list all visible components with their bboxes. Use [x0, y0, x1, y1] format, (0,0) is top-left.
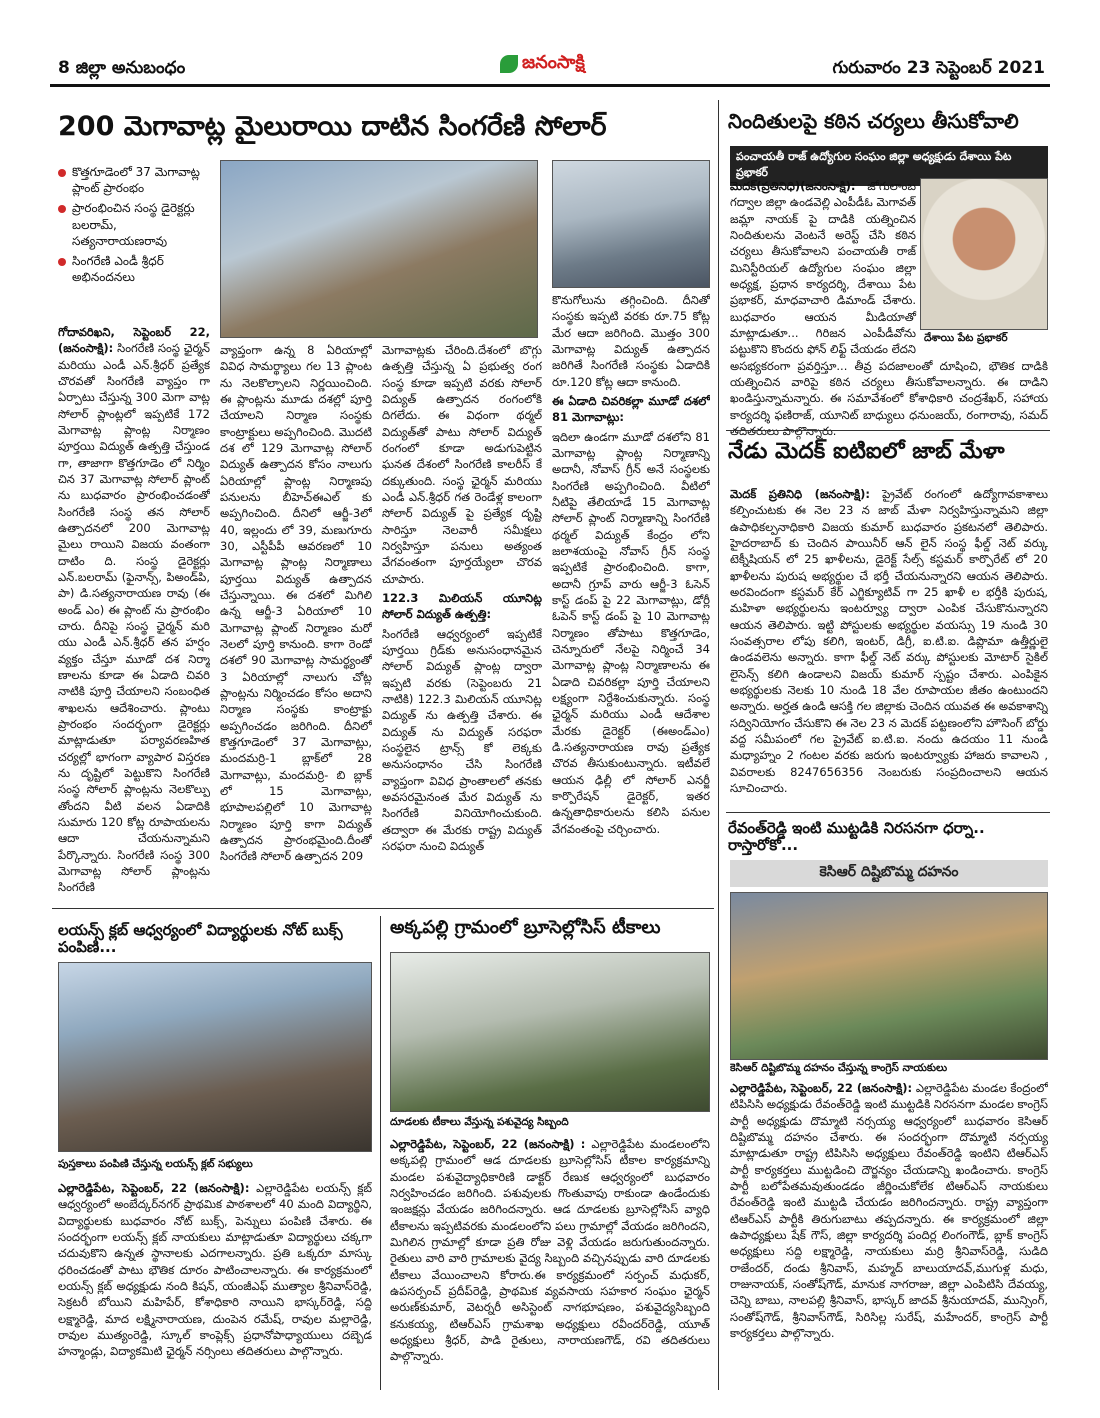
portrait-caption: దేశాయి పేట ప్రభాకర్	[924, 332, 1008, 344]
solar-subhead-2: ఈ ఏడాది చివరికల్లా మూడో దశలో 81 మెగావాట్లు:	[552, 393, 710, 425]
lions-headline: లయన్స్ క్లబ్ ఆధ్వర్యంలో విద్యార్థులకు నోట్ బుక్స్ పంపిణి...	[58, 921, 343, 956]
lions-text: ఎల్లారెడ్డిపేట లయన్స్ క్లబ్ ఆధ్వర్యంలో అంబేద్కర్‌నగర్ ప్రాథమిక పాఠశాలలో 40 మంది విద్యార్థిని, విద్యార్థులకు బుధవారం నోట్ బుక్స్, పెన్నులు పంపిణి చేశారు. ఈ సందర్భంగా లయన్స్ క్లబ్ నాయకులు మాట్లాడుతూ విద్యార్థులు చక్కగా చదువుకొని ఉన్నత స్థానాలకు ఎదగాలన్నారు. ప్రతి ఒక్కరూ మాస్కు ధరించడంతో పాటు భౌతిక దూరం పాటించాలన్నారు. ఈ కార్యక్రమంలో లయన్స్ క్లబ్ అధ్యక్షుడు నంది కిషన్, యంజీఎఫ్ ముత్యాల శ్రీనివాస్‌రెడ్డి, సెక్రటరీ బోయిని మహిపేర్, కోశాధికారి నాయిని భాస్కర్‌రెడ్డి, సద్ది లక్ష్మారెడ్డి, మాద లక్ష్మినారాయణ, దుంపెన రమేష్, రావుల మల్లారెడ్డి, రావుల ముత్యంరెడ్డి, స్కూల్ కాంప్లెక్స్ ప్రధానోపాధ్యాయులు దబ్బెడ హన్మాండ్లు, విద్యాకమిటి ఛైర్మన్ నర్సింలు తదితరులు పాల్గొన్నారు.	[58, 1181, 372, 1359]
revanth-dateline: ఎల్లారెడ్డిపేట, సెప్టెంబర్, 22 (జనంసాక్షి):	[730, 1081, 913, 1095]
revanth-body	[730, 1080, 1048, 1390]
vaccination-photo	[390, 952, 710, 1112]
masthead-title: జనంసాక్షి	[522, 51, 585, 73]
page-date: గురువారం 23 సెప్టెంబర్ 2021	[832, 58, 1045, 78]
akkapalli-body	[390, 1136, 710, 1390]
jobmela-dateline: మెదక్ ప్రతినిధి (జనంసాక్షి):	[730, 487, 870, 501]
solar-bullet: కొత్తగూడెంలో 37 మెగావాట్ల ప్లాంట్ ప్రారంభం	[58, 164, 208, 196]
lions-photo-caption: పుస్తకాలు పంపిణి చేస్తున్న లయన్స్ క్లబ్ సభ్యులు	[58, 1158, 253, 1170]
lions-body	[58, 1180, 372, 1390]
section-divider	[726, 812, 1050, 813]
solar-headline: 200 మెగావాట్ల మైలురాయి దాటిన సింగరేణి సోలార్	[58, 111, 607, 142]
solar-col3b-text: సింగరేణి ఆధ్వర్యంలో ఇప్పటికే పూర్తయి గ్రిడ్‌కు అనుసంధానమైన సోలార్ విద్యుత్ ప్లాంట్ల ద్వారా ఇప్పటి వరకు (సెప్టెంబరు 21 నాటికి) 122.3 మిలియన్ యూనిట్ల విద్యుత్ ను ఉత్పత్తి చేశారు. ఈ విద్యుత్ ను విద్యుత్ సరఫరా సంస్థలైన ట్రాన్స్ కో లెక్కకు అనుసంధానం చేసి సింగరేణి వ్యాప్తంగా వివిధ ప్రాంతాలలో తనకు అవసరమైనంత మేర విద్యుత్ ను సింగరేణి వినియోగించుకుంది. తద్వారా ఈ మేరకు రాష్ట్ర విద్యుత్ సరఫరా నుంచి విద్యుత్	[382, 626, 542, 853]
solar-col2-text: వ్యాప్తంగా ఉన్న 8 ఏరియాల్లో వివిధ సామర్థ్యాలు గల 13 ప్లాంట ను నెలకొల్పాలని నిర్ణయించింది. ఈ ప్లాంట్లను మూడు దశల్లో పూర్తి చేయాలని నిర్మాణ సంస్థకు కాంట్రాక్టులు అప్పగించింది. మొదటి దశ లో 129 మెగావాట్ల సోలార్ విద్యుత్ ఉత్పాదన కోసం నాలుగు ఏరియాల్లో ప్లాంట్ల నిర్మాణపు పనులను బీహెచ్‌ఈఎల్ కు అప్పగించింది. దీనిలో ఆర్జీ-3లో 40, ఇల్లందు లో 39, మణుగూరు 30, ఎస్టీపీపీ ఆవరణలో 10 మెగావాట్ల ప్లాంట్ల నిర్మాణాలు పూర్తయి విద్యుత్ ఉత్పాదన చేస్తున్నాయి. ఈ దశలో మిగిలి ఉన్న ఆర్జీ-3 ఏరియాలో 10 మెగావాట్ల ప్లాంట్ నిర్మాణం మరో నెలలో పూర్తి కానుంది. కాగా రెండో దశలో 90 మెగావాట్ల సామర్థ్యంతో 3 ఏరియాల్లో నాలుగు చోట్ల ప్లాంట్లను నిర్మించడం కోసం అదాని నిర్మాణ సంస్థకు కాంట్రాక్టు అప్పగించడం జరిగింది. దీనిలో కొత్తగూడెంలో 37 మెగావాట్లు, మందమర్రి-1 బ్లాక్‌లో 28 మెగావాట్లు, మందమర్రి- బి బ్లాక్ లో 15 మెగావాట్లు, భూపాలపల్లిలో 10 మెగావాట్ల నిర్మాణం పూర్తి కాగా విద్యుత్ ఉత్పాదన ప్రారంభమైంది.దీంతో సింగరేణి సోలార్ ఉత్పాదన 209	[220, 343, 372, 864]
solar-column-4	[552, 292, 710, 900]
solar-column-2	[220, 342, 372, 900]
medak1-headline: నిందితులపై కఠిన చర్యలు తీసుకోవాలి	[728, 109, 1019, 133]
solar-inauguration-photo	[220, 160, 538, 338]
solar-col1-text: సింగరేణి సంస్థ ఛైర్మన్ మరియు ఎండీ ఎన్.శ్రీధర్ ప్రత్యేక చొరవతో సింగరేణి వ్యాప్తం గా ఏర్పాటు చేస్తున్న 300 మెగా వాట్ల సోలార్ ప్లాంట్లలో ఇప్పటికే 172 మెగావాట్ల ప్లాంట్ల నిర్మాణం పూర్తయి విద్యుత్ ఉత్పత్తి చేస్తుండ గా, తాజాగా కొత్తగూడెం లో నిర్మిం చిన 37 మెగావాట్ల సోలార్ ప్లాంట్ ను బుధవారం ప్రారంభించడంతో సింగరేణి సంస్థ తన సోలార్ ఉత్పాదనలో 200 మెగావాట్ల మైలు రాయిని విజయ వంతంగా దాటిం ది. సంస్థ డైరెక్టర్లు ఎన్.బలరామ్ (ఫైనాన్స్, పిఅండ్‌పి, పా) డి.సత్యనారాయణ రావు (ఈ అండ్ ఎం) ఈ ప్లాంట్ ను ప్రారంభిం చారు. దీనిపై సంస్థ ఛైర్మన్ మరి యు ఎండీ ఎన్.శ్రీధర్ తన హర్షం వ్యక్తం చేస్తూ మూడో దశ నిర్మా ణాలను కూడా ఈ ఏడాది చివరి నాటికి పూర్తి చేయాలని సంబంధిత శాఖలను ఆదేశించారు. ప్లాంటు ప్రారంభం సందర్భంగా డైరెక్టర్లు మాట్లాడుతూ పర్యావరణహిత చర్యల్లో భాగంగా వ్యాపార విస్తరణ ను దృష్టిలో పెట్టుకొని సింగరేణి సంస్థ సోలార్ ప్లాంట్లను నెలకొల్పు తోందని వీటి వలన ఏడాదికి సుమారు 120 కోట్ల రూపాయలను ఆదా చేయనున్నామని పేర్కొన్నారు. సింగరేణి సంస్థ 300 మెగావాట్ల సోలార్ ప్లాంట్లను సింగరేణి	[58, 341, 210, 895]
lions-dateline: ఎల్లారెడ్డిపేట, సెప్టెంబర్, 22 (జనంసాక్షి):	[58, 1181, 250, 1195]
effigy-burning-photo	[730, 892, 1048, 1060]
solar-col4-text: కొనుగోలును తగ్గించింది. దీనితో సంస్థకు ఇప్పటి వరకు రూ.75 కోట్ల మేర ఆదా జరిగింది. మొత్తం 300 మెగావాట్ల విద్యుత్ ఉత్పాదన జరిగితే సింగరేణి సంస్థకు ఏడాదికి రూ.120 కోట్ల ఆదా కానుంది.	[552, 293, 710, 389]
column-divider	[718, 100, 719, 1390]
section-divider	[726, 430, 1050, 431]
revanth-text: ఎల్లారెడ్డిపేట మండల కేంద్రంలో టిపిసిసి అధ్యక్షుడు రేవంత్‌రెడ్డి ఇంటి ముట్టడికి నిరసనగా మండల కాంగ్రెస్ పార్టీ అధ్యక్షుడు దొమ్మాటి నర్సయ్య ఆధ్వర్యంలో బుధవారం కెసిఆర్ దిష్టిబొమ్మ దహనం చేశారు. ఈ సందర్భంగా దొమ్మాటి నర్సయ్య మాట్లాడుతూ రాష్ట్ర టిపిసిసి అధ్యక్షులు రేవంత్‌రెడ్డి ఇంటిని టిఆర్ఎస్ పార్టీ కార్యకర్తలు ముట్టడించి దౌర్జన్యం చేయడాన్ని ఖండించారు. కాంగ్రెస్ పార్టీ బలోపేతమవుతుండడం జీర్ణించుకోలేక టిఆర్ఎస్ నాయకులు రేవంత్‌రెడ్డి ఇంటి ముట్టడి చేయడం జరిగిందన్నారు. రాష్ట్ర వ్యాప్తంగా టిఆర్ఎస్ పార్టీకి తిరుగుబాటు తప్పదన్నారు. ఈ కార్యక్రమంలో జిల్లా ఉపాధ్యక్షులు షేక్ గౌస్, జిల్లా కార్యదర్శి పందిర్ల లింగంగౌడ్, బ్లాక్ కాంగ్రెస్ అధ్యక్షులు సద్ది లక్ష్మారెడ్డి, నాయకులు మర్రి శ్రీనివాస్‌రెడ్డి, సుడిది రాజేందర్, దండు శ్రీనివాస్, మహ్మద్ బాలుయాదవ్,ముగుళ్ల మధు, రాజునాయక్, సంతోష్‌గౌడ్, మానుక నాగరాజు, జిల్లా ఎంపిటిసి దేవయ్య, చెన్ని బాబు, నాలపల్లి శ్రీనివాస్, భాస్కర్ జాదవ్ శ్రీనుయాదవ్, మున్సింగ్, సంతోష్‌గౌడ్, శ్రీనివాస్‌గౌడ్, సిరిసిల్ల సురేష్, మహేందర్, కాంగ్రెస్ పార్టీ కార్యకర్తలు పాల్గొన్నారు.	[730, 1081, 1048, 1340]
solar-column-3	[382, 342, 542, 900]
solar-panels-photo	[552, 160, 710, 288]
solar-subhead-1: 122.3 మిలియన్ యూనిట్ల సోలార్ విద్యుత్ ఉత్పత్తి:	[382, 590, 542, 622]
revanth-headline: రేవంత్‌రెడ్డి ఇంటి ముట్టడికి నిరసనగా ధర్నా.. రాస్తారోకో...	[728, 819, 985, 854]
akkapalli-headline: అక్కపల్లి గ్రామంలో బ్రూసెల్లోసిస్ టీకాలు	[390, 917, 661, 938]
page-section-label: 8 జిల్లా అనుబంధం	[58, 58, 186, 78]
leaf-icon	[500, 55, 518, 73]
solar-column-1	[58, 324, 210, 900]
solar-col3-text: మెగావాట్లకు చేరింది.దేశంలో బొగ్గు ఉత్పత్తి చేస్తున్న ఏ ప్రభుత్వ రంగ సంస్థ కూడా ఇప్పటి వరకు సోలార్ విద్యుత్ ఉత్పాదన రంగంలోకి దిగలేదు. ఈ విధంగా థర్మల్ విద్యుత్‌తో పాటు సోలార్ విద్యుత్ రంగంలో కూడా అడుగుపెట్టిన ఘనత దేశంలో సింగరేణి కాలరీస్ కే దక్కుతుంది. సంస్థ ఛైర్మన్ మరియు ఎండీ ఎన్.శ్రీధర్ గత రెండేళ్ల కాలంగా సోలార్ విద్యుత్ పై ప్రత్యేక దృష్టి సారిస్తూ నెలవారీ సమీక్షలు నిర్వహిస్తూ పనులు అత్యంత వేగవంతంగా పూర్తయ్యేలా చొరవ చూపారు.	[382, 343, 542, 586]
header-rule	[50, 84, 1050, 87]
portrait-float-spacer	[916, 178, 1048, 348]
lions-notebook-photo	[58, 962, 372, 1152]
solar-bullet: ప్రారంభించిన సంస్థ డైరెక్టర్లు బలరామ్, సత్యనారాయణరావు	[58, 200, 208, 249]
solar-highlights	[58, 164, 208, 322]
revanth-subhead-strip: కెసిఆర్ దిష్టిబొమ్మ దహనం	[730, 860, 1048, 887]
solar-dateline: గోదావరిఖని, సెప్టెంబర్ 22, (జనంసాక్షి):	[58, 325, 210, 356]
akkapalli-dateline: ఎల్లారెడ్డిపేట, సెప్టెంబర్, 22 (జనంసాక్షి) :	[390, 1137, 586, 1151]
column-divider	[380, 916, 381, 1390]
solar-col4b-text: ఇదిలా ఉండగా మూడో దశలోని 81 మెగావాట్ల ప్లాంట్ల నిర్మాణాన్ని అదానీ, నోవాస్ గ్రీన్ అనే సంస్థలకు సింగరేణి అప్పగించింది. వీటిలో నీటిపై తేలియాడే 15 మెగావాట్ల సోలార్ ప్లాంట్ నిర్మాణాన్ని సింగరేణి థర్మల్ విద్యుత్ కేంద్రం లోని జలాశయంపై నోవాస్ గ్రీన్ సంస్థ ఇప్పటికే ప్రారంభించింది. కాగా, అదానీ గ్రూప్ వారు ఆర్జీ-3 ఓసెన్ కాస్ట్ డంప్ పై 22 మెగావాట్లు, డోర్లీ ఓపెన్ కాస్ట్ డంప్ పై 10 మెగావాట్ల నిర్మాణం తోపాటు కొత్తగూడెం, చెన్నూరులో నేలపై నిర్మించే 34 మెగావాట్ల ప్లాంట్ల నిర్మాణాలను ఈ ఏడాది చివరికల్లా పూర్తి చేయాలని లక్ష్యంగా నిర్దేశించుకున్నారు. సంస్థ ఛైర్మన్ మరియు ఎండీ ఆదేశాల మేరకు డైరెక్టర్ (ఈఅండ్ఎం) డి.సత్యనారాయణ రావు ప్రత్యేక చొరవ తీసుకుంటున్నారు. ఇటీవలే ఆయన ఢిల్లీ లో సోలార్ ఎనర్జీ కార్పొరేషన్ డైరెక్టర్, ఇతర ఉన్నతాధికారులను కలిసి పనుల వేగవంతంపై చర్చించారు.	[552, 429, 710, 836]
revanth-photo-caption: కెసిఆర్ దిష్టిబొమ్మ దహనం చేస్తున్న కాంగ్రెస్ నాయకులు	[730, 1062, 948, 1074]
medak1-subhead-strip: పంచాయతీ రాజ్ ఉద్యోగుల సంఘం జిల్లా అధ్యక్షుడు దేశాయి పేట ప్రభాకర్	[730, 146, 1048, 186]
solar-bullet: సింగరేణి ఎండీ శ్రీధర్ అభినందనలు	[58, 253, 208, 285]
section-divider	[52, 908, 714, 909]
jobmela-text: ప్రైవేట్ రంగంలో ఉద్యోగావకాశాలు కల్పించుటకు ఈ నెల 23 న జాబ్ మేళా నిర్వహిస్తున్నామని జిల్లా ఉపాధికల్పనాధికారి విజయ కుమార్ బుధవారం ప్రకటనలో తెలిపారు. హైదరాబాద్ కు చెందిన పాయినీర్ ఆన్ లైన్ సంస్థ ఫీల్డ్ నెట్ వర్కు టెక్నీషియన్ లో 25 ఖాళీలను, డైరెక్ట్ సేల్స్ కస్టమర్ కార్పొరేట్ లో 20 ఖాళీలను పురుష అభ్యర్థుల చే భర్తీ చేయనున్నారని ఆయన తెలిపారు. అరవిందంగా కస్టమర్ కేర్ ఎగ్జిక్యూటివ్ గా 25 ఖాళీ ల భర్తీకి పురుష, మహిళా అభ్యర్థులను ఇంటర్వ్యూ ద్వారా ఎంపిక చేసుకొనున్నారని ఆయన తెలిపారు. ఇట్టి పోస్టులకు అభ్యర్థుల వయస్సు 19 నుండి 30 సంవత్సరాల లోపు కలిగి, ఇంటర్, డిగ్రీ, ఐ.టి.ఐ. డిప్లొమా ఉత్తీర్ణులై ఉండవలెను అన్నారు. కాగా ఫీల్డ్ నెట్ వర్కు పోస్టులకు మోటార్ సైకిల్ లైసెన్స్ కలిగి ఉండాలని విజయ్ కుమార్ స్పష్టం చేశారు. ఎంపికైన అభ్యర్థులకు నెలకు 10 నుండి 18 వేల రూపాయల జీతం ఉంటుందని అన్నారు. అర్హత ఉండి ఆసక్తి గల జిల్లాకు చెందిన యువత ఈ అవకాశాన్ని సద్వినియోగం చేసుకొని ఈ నెల 23 న మెదక్ పట్టణంలోని హౌసింగ్ బోర్డు వద్ద సమీపంలో గల ప్రైవేట్ ఐ.టి.ఐ. నందు ఉదయం 11 నుండి మధ్యాహ్నం 2 గంటల వరకు జరుగు ఇంటర్వ్యూకు హాజరు కావాలని , వివరాలకు 8247656356 నెంబరుకు సంప్రదించాలని ఆయన సూచించారు.	[730, 487, 1048, 795]
akkapalli-text: ఎల్లారెడ్డిపేట మండలంలోని అక్కపల్లి గ్రామంలో ఆడ దూడలకు బ్రూసెల్లోసిస్ టీకాల కార్యక్రమాన్ని మండల పశువైద్యాధికారిణి డాక్టర్ రేణుక ఆధ్వర్యంలో బుధవారం నిర్వహించడం జరిగింది. పశువులకు గొంతువాపు రాకుండా ఉండేందుకు ఇంజక్షన్లు వేయడం జరిగిందన్నారు. ఆడ దూడలకు బ్రూసెల్లోసిస్ వ్యాధి టీకాలను ఇప్పటివరకు మండలంలోని పలు గ్రామాల్లో వేయడం జరిగిందని, మిగిలిన గ్రామాల్లో కూడా ప్రతి రోజు వెళ్లి వేయడం జరుగుతుందన్నారు. రైతులు వారి వారి గ్రామాలకు వైద్య సిబ్బంది వచ్చినప్పుడు వారి దూడలకు టీకాలు వేయించాలని కోరారు.ఈ కార్యక్రమంలో సర్పంచ్ మధుకర్, ఉపసర్పంచ్ ప్రదీప్‌రెడ్డి, ప్రాథమిక వ్యవసాయ సహకార సంఘం ఛైర్మన్ అరుణ్‌కుమార్, వెటర్నరీ అసిస్టెంట్ నాగభూషణం, పశువైద్యసిబ్బంది కనుకయ్య, టిఆర్ఎస్ గ్రామశాఖ అధ్యక్షులు రవీందర్‌రెడ్డి, యూత్ అధ్యక్షులు శ్రీధర్, పాడి రైతులు, నారాయణగౌడ్, రవి తదితరులు పాల్గొన్నారు.	[390, 1137, 710, 1364]
jobmela-body	[730, 486, 1048, 810]
medak1-text: జోగులాంబ గద్వాల జిల్లా ఉండవెల్లి ఎంపీడీఓ మెగావత్ జమ్లా నాయక్ పై దాడికి యత్నించిన నిందితులను వెంటనే అరెస్ట్ చేసి కఠిన చర్యలు తీసుకోవాలని పంచాయతీ రాజ్ మినిస్టీరియల్ ఉద్యోగుల సంఘం జిల్లా అధ్యక్ష, ప్రధాన కార్యదర్శి, దేశాయి పేట ప్రభాకర్, మాధవాచారి డిమాండ్ చేశారు. బుధవారం ఆయన మీడియాతో మాట్లాడుతూ... గిరిజన ఎంపీడీవోను పట్టుకొని కొందరు ఫోన్ లిఫ్ట్ చేయడం లేదని అసభ్యకరంగా ప్రవర్తిస్తూ... తీవ్ర పదజాలంతో దూషించి, భౌతిక దాడికి యత్నించిన వారిపై కఠిన చర్యలు తీసుకోవాలన్నారు. ఈ దాడిని ఖండిస్తున్నామన్నారు. ఈ సమావేశంలో కోశాధికారి చంద్రశేఖర్, సహాయ కార్యదర్శి ఫణిరాజ్, యూనిట్ బాధ్యులు ధనుంజయ్, రంగారావు, సమద్	[730, 179, 1048, 422]
medak1-body	[730, 178, 1048, 446]
masthead-logo	[500, 50, 610, 78]
medak1-dateline: మెదక్(ప్రతినిధి)(జనంసాక్షి):	[730, 179, 856, 193]
jobmela-headline: నేడు మెదక్ ఐటిఐలో జాబ్ మేళా	[728, 439, 1005, 464]
akkapalli-photo-caption: దూడలకు టీకాలు వేస్తున్న పశువైద్య సిబ్బంది	[390, 1116, 569, 1128]
